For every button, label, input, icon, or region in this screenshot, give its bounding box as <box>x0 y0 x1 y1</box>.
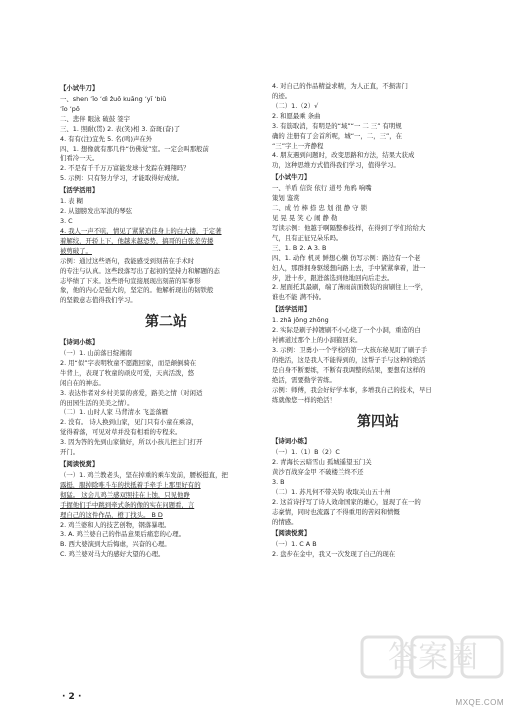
answer-line: 的情感。 <box>272 517 298 526</box>
answer-line: 被剪破了。 <box>60 246 92 255</box>
answer-line: 2. 鸡兰婆和人的技艺创物，钢落暴理。 <box>60 520 171 529</box>
answer-line: 1. zhǎ jǒng zhōng <box>272 316 329 325</box>
answer-line: 2. 实际是刷子掉镀刷不小心烧了一个小洞，重造的白 <box>272 326 421 335</box>
answer-line: 的迹。 <box>272 91 292 100</box>
answer-line: 象，他的内心是强大的，坚定的。他解析现出的韧铁般 <box>60 286 214 295</box>
watermark-text: 答案圈 <box>388 640 478 675</box>
answer-line: （二）1. 苏凡何不带关钩 收取关山五十州 <box>272 487 391 496</box>
answer-line: 1. 表 糊 <box>60 197 83 206</box>
answer-line: 的专注与认真。这些段落写出了起初的坚持力和解题的态 <box>60 266 220 275</box>
answer-line: 2. 盘步在金中，我又一次发现了自己的现在 <box>272 550 396 559</box>
answer-line: 四、1. 动作 机灵 鲜想心懒 仿写示例：路边有一个老 <box>272 253 421 262</box>
answer-line: 的田园生活的美美之情）。 <box>60 398 134 407</box>
section-heading: 【诗词小练】 <box>272 437 311 446</box>
answer-line: （一）1.（1）B（2）C <box>272 448 340 457</box>
answer-line: （一）1. 鸡兰教老头，坚在掉重的乘车发前，腰板挺直，把 <box>60 470 228 479</box>
answer-line: 2. 不是有千千万万富能发球十发踪在翱翔吗？ <box>60 164 190 173</box>
answer-line: 示例：师傅，我会好好学本事，多增我自己的技术，早日 <box>272 385 432 394</box>
watermark-logo-graphic <box>358 631 508 701</box>
section-heading: 【阅读悦赏】 <box>60 460 99 469</box>
answer-line: ʼǐo ʼpǒ <box>60 104 80 113</box>
answer-line: 2. 和愿最乘 条曲 <box>272 111 321 120</box>
answer-line: 着解绞，开轿上下，他越来越恐势，搞哥的白张差劳搂 <box>60 236 214 245</box>
answer-line: 二、悲伴 眼泳 破鼓 签宇 <box>60 114 130 123</box>
answer-line: 3. 因为答的先到山家做好，所以小孩儿把主门打开 <box>60 438 203 447</box>
answer-line: 衬裤道过那个上的小洞箍回来。 <box>272 336 362 345</box>
answer-line: 5. 示例：只有努力学习，才能取得好成绩。 <box>60 174 184 183</box>
answer-line: 觉得着落，可见对草并没有相看的专程来。 <box>60 428 182 437</box>
section-heading: 【活学活用】 <box>60 186 99 195</box>
answer-line: （一）1. C A B <box>272 540 317 549</box>
answer-line: 2. 用“似”字表明牧童不愿跑回家，而是颠倒骑在 <box>60 358 197 367</box>
answer-line: 闲自在的神态。 <box>60 378 105 387</box>
answer-line: 三、1. 照耐(贯) 2. 表(笑)相 3. 奋斑(奋)了 <box>60 124 181 133</box>
answer-line: 步，进十步，跟进落选到他地回向后走去。 <box>272 273 394 282</box>
answer-line: B. 西大婆演到大后悔虐，兴奋的心理。 <box>60 540 171 549</box>
answer-line: 的坚毅意志值得我们学习。 <box>60 296 137 305</box>
answer-line: 3. A. 鸡兰婆自己的作品意果后痛恋的心理。 <box>60 530 186 539</box>
watermark-logo <box>358 631 508 701</box>
answer-line: 妇人，那群拥身驱缓想向路上去，手中紧紧拿着，进一 <box>272 263 426 272</box>
answer-line: C. 鸡兰婆对马大的感好大望的心理。 <box>60 550 165 559</box>
station-title: 第二站 <box>145 314 187 331</box>
answer-line: 一、羊盾 信资 依行 道号 角鸦 响嘴 <box>272 184 372 193</box>
answer-line: 示例：通过这些语句，我能感受到刻苗在手术时 <box>60 256 195 265</box>
answer-line: 谁也不能 满不持。 <box>272 293 326 302</box>
left-column <box>60 82 272 560</box>
section-heading: 【小试牛刀】 <box>60 84 99 92</box>
section-heading: 【诗词小练】 <box>60 337 99 346</box>
answer-line: （二）1.（2）√ <box>272 101 319 110</box>
answer-line: 的绝活，这是我人不能得到的，这帮子手与这种的绝活 <box>272 355 426 364</box>
answer-line: 2. 这首诗抒写了诗人效命国家的雄心，显现了在一的 <box>272 497 421 506</box>
station-title: 第四站 <box>357 413 399 430</box>
answer-line: 手握他们手中跳到牵式条的像的实在问题看，言 <box>60 500 195 509</box>
answer-line: 志豪情，同时也流露了不得重用的苦闷和愤慨 <box>272 507 400 516</box>
answer-line: 2. 屋面托其最刷，端了薄雨前面数装的窗刷往上一学， <box>272 283 428 292</box>
answer-line: 露挺，服掉除唯斗车的扶抵着手牵手上那里好有的 <box>60 480 201 489</box>
section-heading: 【活学活用】 <box>272 305 311 314</box>
answer-line: 牛背上，表现了牧童的顽皮可爱，天真活泼，悠 <box>60 368 195 377</box>
answer-line: 2. 青海长云暗雪山 孤城遥望玉门关 <box>272 458 372 467</box>
answer-line: 3. 有筋取消，有明是的“域”“一 二 三” 有明规 <box>272 121 402 130</box>
answer-line: 三、1. B 2. A 3. B <box>272 243 327 252</box>
answer-line: 3. B <box>272 477 285 486</box>
answer-line: 功，这种思维方式值得我们学习，值得学习。 <box>272 161 400 170</box>
answer-line: （二）1. 山时人家 马背清水 飞盖落雁 <box>60 408 169 417</box>
answer-line: 2. 从翅膀发出军浪的琴弦 <box>60 207 133 216</box>
answer-line: “三”字上一齐静程 <box>272 141 324 150</box>
answer-line: 3. 表达作者对乡村美景的喜爱，路美之情（对闲适 <box>60 388 203 397</box>
answer-line: 黄沙百战穿金甲 不破楼兰终不还 <box>272 467 364 476</box>
answer-line: 4. 我人一声不吭，情见了紧紧追佳身上的白大搂，于定著 <box>60 226 222 235</box>
answer-line: 确的 注册有了会首所呢，城“一，二，三”，在 <box>272 131 403 140</box>
answer-line: 理自己的这件作品，橙丁找头。 B D <box>60 510 163 519</box>
page-number: · 2 · <box>62 692 82 703</box>
answer-line: 3. C <box>60 216 73 225</box>
watermark-url: MXQE.COM <box>455 697 504 707</box>
answer-line: 4. 对自己的作品精益求精，为人正直，不损害门 <box>272 82 408 90</box>
answer-line: 气，且有正征兄朵乐吗。 <box>272 233 343 242</box>
answer-line: 们看冷一天。 <box>60 154 99 163</box>
answer-line: 策划 鉴赏 <box>272 194 300 203</box>
section-heading: 【小试牛刀】 <box>272 173 311 182</box>
answer-line: 彻猛。 这会儿鸡兰感双照挂在上蚀，只见他睁 <box>60 490 190 499</box>
answer-line: 是自身不断要练，不断有我调整的结果，要想有这样的 <box>272 365 426 374</box>
right-column <box>272 82 484 560</box>
answer-line: 4. 有有(注)宜先 5. 名(鸣)声在外 <box>60 134 153 143</box>
answer-line: 2. 没有。 诗人换到山家，见门只有小童在乘凉， <box>60 418 198 427</box>
answer-line: 练就像您一样的绝活！ <box>272 395 336 404</box>
answer-line: 四、1. 想像就有那几件“仿佛觉”室。一定会叫那般前 <box>60 144 209 153</box>
answer-line: 二、成 竹 棒 捺 忠 划 很 静 守 锁 <box>272 204 367 213</box>
answer-line: 见 晃 晃 笑 心 闹 静 勒 <box>272 213 338 222</box>
answer-line: 3. 示例：卫勇小一个学校的第一大孩东秘见盯了刷子手 <box>272 345 428 354</box>
answer-line: 4. 朋友遇到问题时，改变思路和方法，结果大获成 <box>272 151 415 160</box>
answer-line: 绝活，需要勤学苦练。 <box>272 375 336 384</box>
answer-line: 志毕绩了下来。这些语句宣接展现出刻苗的军事形 <box>60 276 201 285</box>
section-heading: 【阅读悦赏】 <box>272 529 311 538</box>
answer-line: 开门。 <box>60 448 80 457</box>
answer-line: 一、shen ʼǐo ʼdì ẑuō kuāng ʼyī ʼbiǔ <box>60 94 167 103</box>
answer-line: （一）1. 山前落日绽湘南 <box>60 348 133 357</box>
answer-line: 写读示例：他越于啊隔整参技样，在得到了学们给给大 <box>272 223 426 232</box>
